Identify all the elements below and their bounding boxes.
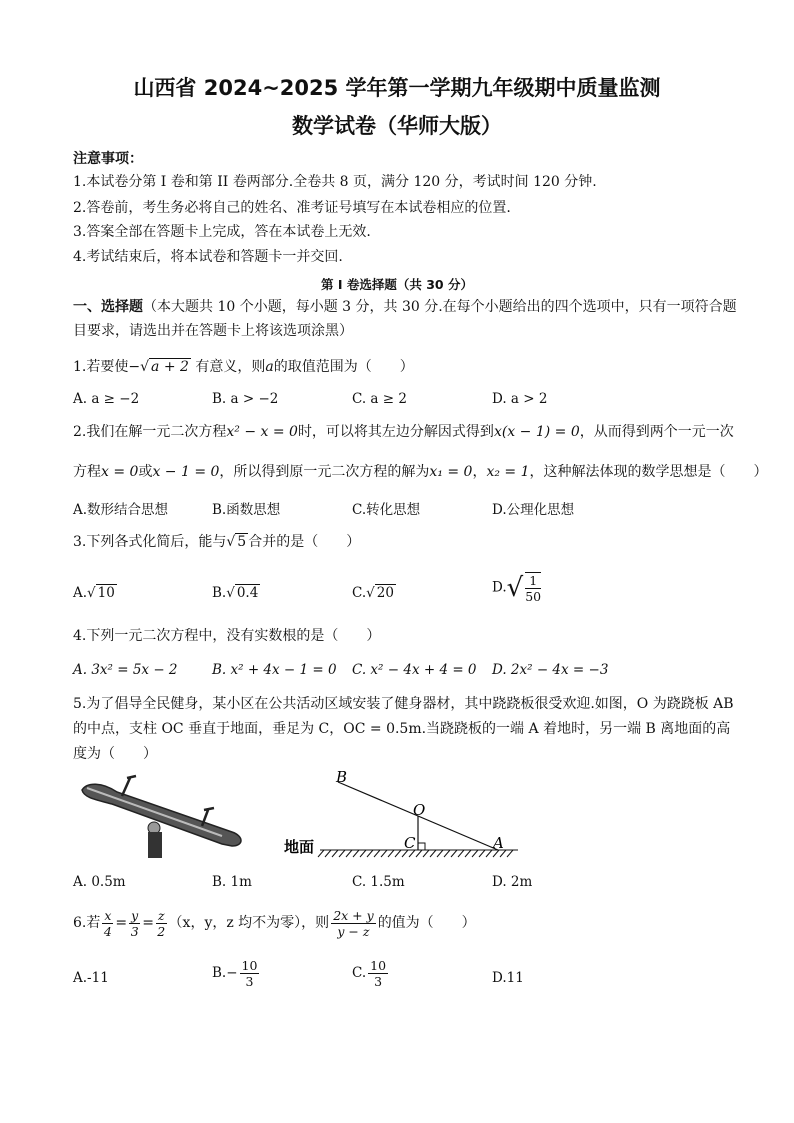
q6-f4-den: y − z [337,923,370,939]
q1-option-a[interactable]: A. a ≥ −2 [73,391,140,407]
notice-item: 2.答卷前，考生务必将自己的姓名、准考证号填写在本试卷相应的位置. [73,200,511,216]
q5-option-a[interactable]: A. 0.5m [73,874,126,890]
hatch-stroke [430,850,436,857]
q2-eq: x₁ = 0 [429,464,473,480]
q2-text: 时，可以将其左边分解因式得到 [297,424,494,440]
hatch-stroke [486,850,492,857]
hatch-stroke [353,850,359,857]
q3-option-b[interactable]: B.√ 0.4 [212,585,259,601]
q3-option-d[interactable]: D.√ $\frac{1}{50}$ [492,573,542,604]
q6-target-fraction [331,908,376,939]
hatch-stroke [332,850,338,857]
q3-option-c[interactable]: C.√ 20 [352,585,394,601]
q4-option-b[interactable]: B. x² + 4x − 1 = 0 [212,662,337,678]
q4-option-a[interactable]: A. 3x² = 5x − 2 [73,662,178,678]
q1-option-c[interactable]: C. a ≥ 2 [352,391,407,407]
q6-c-label: C. [352,965,367,981]
notice-item: 1.本试卷分第 I 卷和第 II 卷两部分.全卷共 8 页，满分 120 分，考试时间 120 分钟. [73,174,597,190]
q6-b-den: 3 [245,974,254,989]
q1-suffix: 有意义，则 [195,359,266,375]
hatch-stroke [381,850,387,857]
q6-c-fraction [368,958,388,989]
hatch-stroke [367,850,373,857]
q1-option-b[interactable]: B. a > −2 [212,391,279,407]
q2-text: ，所以得到原一元二次方程的解为 [219,464,430,480]
hatch-stroke [479,850,485,857]
q6-f3-den: 2 [157,923,166,939]
q6-option-a[interactable]: A.-11 [73,970,109,986]
q6-f2-den: 3 [130,923,139,939]
q2-eq: x = 0 [101,464,139,480]
hatch-stroke [458,850,464,857]
q3-option-label: B. [212,585,227,601]
q2-text: ，从而得到两个一元一次 [579,424,734,440]
question-5-line-1: 5.为了倡导全民健身，某小区在公共活动区域安装了健身器材，其中跷跷板很受欢迎.如图，O 为跷跷板 AB [73,696,734,712]
section-title: 第 I 卷选择题（共 30 分） [321,277,473,292]
q3-suffix: 合并的是（ ） [248,534,361,550]
hatch-stroke [318,850,324,857]
q6-equals: = [142,915,154,931]
q2-option-b[interactable]: B.函数思想 [212,502,281,518]
q2-option-c[interactable]: C.转化思想 [352,502,421,518]
section-intro-label: 一、选择题 [73,299,143,315]
q3-d-numerator: 1 [525,573,541,589]
q3-option-radicand: 10 [97,585,115,601]
q2-text: 2.我们在解一元二次方程 [73,424,227,440]
question-2-line-1 [73,423,734,441]
q1-option-d[interactable]: D. a > 2 [492,391,548,407]
q1-prefix: 1.若要使 [73,359,129,375]
q3-option-label: C. [352,585,367,601]
q6-condition: （x，y，z 均不为零），则 [168,915,330,931]
q2-text: 或 [138,464,153,480]
q6-fraction-y [129,908,140,939]
section-intro [73,298,737,316]
section-intro-text: （本大题共 10 个小题，每小题 3 分，共 30 分.在每个小题给出的四个选项中，只有一项符合题 [143,299,737,315]
seesaw-photo [72,770,252,860]
question-1-stem: 1.若要使−√ a + 2 有意义，则a的取值范围为（ ） [73,359,414,375]
hatch-stroke [374,850,380,857]
q2-eq: x − 1 = 0 [152,464,220,480]
hatch-stroke [325,850,331,857]
q6-b-fraction [240,958,260,989]
q3-option-radicand: 20 [376,585,394,601]
hatch-stroke [346,850,352,857]
q4-option-d[interactable]: D. 2x² − 4x = −3 [492,662,609,678]
point-a-label: A [493,834,504,852]
notice-item: 3.答案全部在答题卡上完成，答在本试卷上无效. [73,224,371,240]
q3-radicand: 5 [237,534,247,550]
q2-text: ，这种解法体现的数学思想是（ ） [529,464,768,480]
q3-option-a[interactable]: A.√ 10 [73,585,115,601]
q1-radicand: a + 2 [151,359,189,375]
question-5-line-3: 度为（ ） [73,746,157,762]
q2-equation: x² − x = 0 [226,424,298,440]
hatch-stroke [339,850,345,857]
section-intro-continued: 目要求，请选出并在答题卡上将该选项涂黑） [73,323,353,339]
hatch-stroke [360,850,366,857]
q1-suffix2: 的取值范围为（ ） [273,359,414,375]
q6-option-d[interactable]: D.11 [492,970,524,986]
q6-c-num: 10 [370,958,387,973]
q6-fraction-z [156,908,167,939]
q6-fraction-x [102,908,113,939]
page-title: 山西省 2024~2025 学年第一学期九年级期中质量监测 [133,76,661,100]
q6-option-c[interactable] [352,958,390,989]
hatch-stroke [472,850,478,857]
point-o-label: O [413,801,426,819]
q5-option-c[interactable]: C. 1.5m [352,874,405,890]
question-6-stem [73,905,476,941]
q3-option-label: A. [73,585,88,601]
q2-eq: x₂ = 1 [486,464,530,480]
q5-option-d[interactable]: D. 2m [492,874,533,890]
q6-equals: = [115,915,128,931]
q6-f1-num: x [104,907,112,923]
seesaw-diagram [280,768,525,860]
q6-option-b[interactable] [212,958,261,989]
point-b-label: B [336,768,348,786]
hatch-stroke [444,850,450,857]
q5-option-b[interactable]: B. 1m [212,874,252,890]
question-5-line-2: 的中点，支柱 OC 垂直于地面，垂足为 C，OC = 0.5m.当跷跷板的一端 A 着地时，另一端 B 离地面的高 [73,721,731,737]
q6-c-den: 3 [374,974,383,989]
hatch-stroke [416,850,422,857]
q3-option-radicand: 0.4 [236,585,259,601]
q6-suffix: 的值为（ ） [377,915,476,931]
point-c-label: C [404,834,416,852]
q2-text: ， [472,464,487,480]
hatch-stroke [395,850,401,857]
q6-f2-num: y [131,907,139,923]
hatch-stroke [437,850,443,857]
question-3-stem: 3.下列各式化简后，能与√ 5 合并的是（ ） [73,534,361,550]
question-4-stem: 4.下列一元二次方程中，没有实数根的是（ ） [73,628,381,644]
notice-item: 4.考试结束后，将本试卷和答题卡一并交回. [73,249,343,265]
question-2-line-2 [73,463,768,481]
q6-b-num: 10 [241,958,258,973]
q3-option-label: D. [492,579,507,596]
q4-option-c[interactable]: C. x² − 4x + 4 = 0 [352,662,477,678]
q6-f3-num: z [157,907,165,923]
page-subtitle: 数学试卷（华师大版） [292,114,502,138]
q6-f4-num: 2x + y [333,907,374,923]
ground-label: 地面 [284,838,315,856]
q1-var: a [265,359,274,375]
hatch-stroke [507,850,513,857]
q3-prefix: 3.下列各式化简后，能与 [73,534,227,550]
q3-d-denominator: 50 [525,589,542,604]
q2-factored: x(x − 1) = 0 [493,424,580,440]
q6-b-sign: − [226,965,238,981]
right-angle-mark [418,843,425,850]
q6-b-label: B. [212,965,227,981]
q6-prefix: 6.若 [73,915,101,931]
hatch-stroke [451,850,457,857]
hatch-stroke [388,850,394,857]
q2-option-d[interactable]: D.公理化思想 [492,502,575,518]
hatch-stroke [465,850,471,857]
q2-text: 方程 [73,464,101,480]
q6-f1-den: 4 [103,923,112,939]
q2-option-a[interactable]: A.数形结合思想 [73,502,169,518]
hatch-stroke [423,850,429,857]
notice-heading: 注意事项： [73,151,143,167]
